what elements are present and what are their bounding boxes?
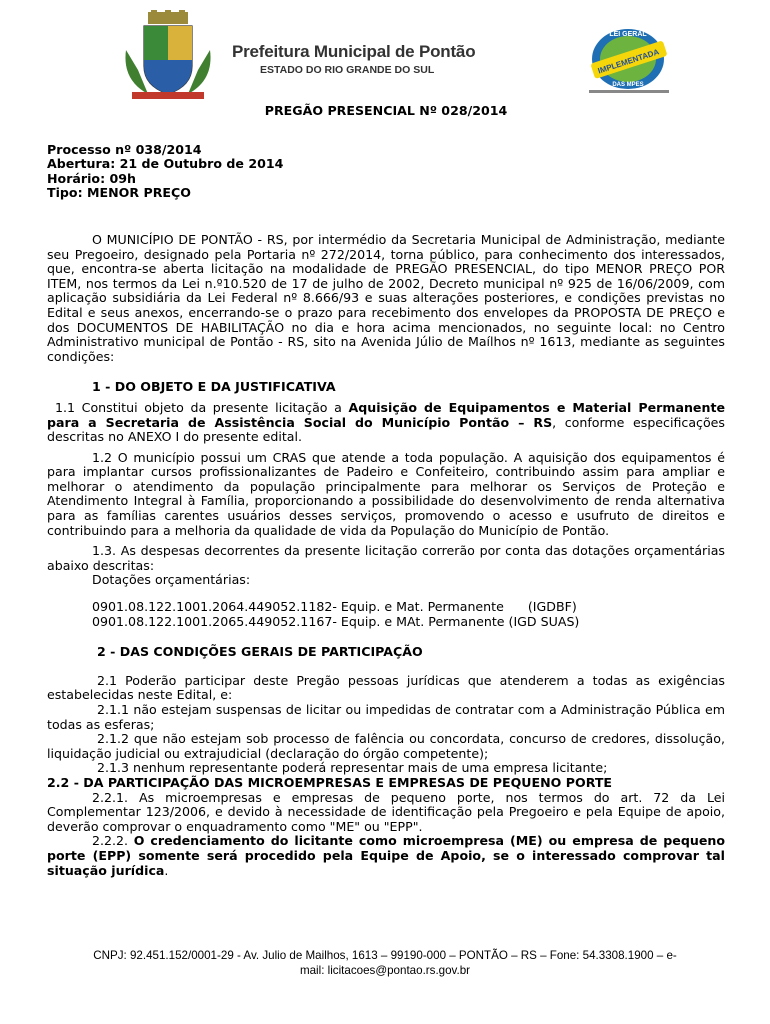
lei-geral-badge-icon: [583, 26, 683, 96]
organization-name: Prefeitura Municipal de Pontão: [232, 42, 476, 61]
clause-2-2-2: [47, 834, 725, 878]
document-title: PREGÃO PRESENCIAL Nº 028/2014: [264, 103, 508, 118]
clause-1-1: [47, 401, 725, 445]
clause-1-3: 1.3. As despesas decorrentes da presente licitação correrão por conta das dotações orçamentárias abaixo descritas:: [47, 543, 725, 573]
clause-2-1: 2.1 Poderão participar deste Pregão pessoas jurídicas que atenderem a todas as exigências estabelecidas neste Edital, e:: [47, 672, 725, 703]
letterhead: [0, 0, 770, 100]
clause-2-2-2-post: .: [164, 862, 169, 878]
clause-1-1-object: Aquisição de Equipamentos e Material Permanente para a Secretaria de Assistência Social do Município Pontão – RS: [47, 399, 726, 430]
dotacoes-label: Dotações orçamentárias:: [92, 572, 251, 588]
clause-2-2-1: 2.2.1. As microempresas e empresas de pequeno porte, nos termos do art. 72 da Lei Complementar 123/2006, e devido à necessidade de identificação pela Pregoeiro e pela Equipe de apoio, deverão comprovar o enquadramento como "ME" ou "EPP".: [47, 789, 725, 834]
badge-bottom-text: DAS MPES: [612, 82, 644, 88]
badge-main-text: IMPLEMENTADA: [596, 47, 661, 76]
dotacao-line-1: 0901.08.122.1001.2064.449052.1182- Equip. e Mat. Permanente (IGDBF): [92, 599, 577, 615]
clause-2-2-2-bold: O credenciamento do licitante como microempresa (ME) ou empresa de pequeno porte (EPP) somente será procedido pela Equipe de Apoio, se o interessado comprovar tal situação jurídica: [47, 833, 725, 878]
clause-1-1-post: , conforme especificações descritas no ANEXO I do presente edital.: [47, 414, 725, 445]
clause-2-1-3: 2.1.3 nenhum representante poderá representar mais de uma empresa licitante;: [97, 760, 608, 776]
coat-of-arms-icon: [118, 10, 218, 100]
document-body: [47, 104, 725, 878]
badge-top-text: LEI GERAL: [609, 31, 647, 38]
footer-line-1: CNPJ: 92.451.152/0001-29 - Av. Julio de Mailhos, 1613 – 99190-000 – PONTÃO – RS – Fone: 54.3308.1900 – e-: [93, 949, 677, 962]
page-footer: [60, 948, 710, 978]
clause-2-1-2: 2.1.2 que não estejam sob processo de falência ou concordata, concurso de credores, dissolução, liquidação judicial ou extrajudicial (declaração do órgão competente);: [47, 731, 725, 761]
tipo-line: Tipo: MENOR PREÇO: [47, 185, 191, 201]
processo-line: Processo nº 038/2014: [47, 141, 202, 157]
dotacao-line-2: 0901.08.122.1001.2065.449052.1167- Equip. e MAt. Permanente (IGD SUAS): [92, 613, 580, 629]
clause-1-1-pre: 1.1 Constitui objeto da presente licitação a: [55, 399, 349, 415]
footer-line-2: mail: licitacoes@pontao.rs.gov.br: [299, 964, 471, 977]
section-2-2-title: 2.2 - DA PARTICIPAÇÃO DAS MICROEMPRESAS E EMPRESAS DE PEQUENO PORTE: [47, 774, 613, 790]
clause-1-2: 1.2 O município possui um CRAS que atende a toda população. A aquisição dos equipamentos é para implantar cursos profissionalizantes de Padeiro e Confeiteiro, contribuindo assim para ampliar e melhorar o atendimento da população principalmente para melhorar os Serviços de Proteção e Atendimento Integral à Família, proporcionando a possibilidade do desenvolvimento de renda alternativa para as famílias carentes usuários desses serviços, promovendo o acesso e usufruto de direitos e contribuindo para a melhoria da qualidade de vida da População do Município de Pontão.: [47, 449, 725, 538]
horario-line: Horário: 09h: [47, 170, 136, 186]
section-1-title: 1 - DO OBJETO E DA JUSTIFICATIVA: [92, 379, 336, 395]
section-2-title: 2 - DAS CONDIÇÕES GERAIS DE PARTICIPAÇÃO: [97, 644, 423, 660]
abertura-line: Abertura: 21 de Outubro de 2014: [47, 156, 284, 172]
clause-2-2-2-pre: 2.2.2.: [92, 833, 134, 849]
intro-paragraph: O MUNICÍPIO DE PONTÃO - RS, por intermédio da Secretaria Municipal de Administração, mediante seu Pregoeiro, designado pela Portaria nº 272/2014, torna público, para conhecimento dos interessados, que, encontra-se aberta licitação na modalidade de PREGÃO PRESENCIAL, do tipo MENOR PREÇO POR ITEM, nos termos da Lei n.º10.520 de 17 de julho de 2002, Decreto municipal nº 925 de 16/06/2009, com aplicação subsidiária da Lei Federal nº 8.666/93 e suas alterações posteriores, e condições previstas no Edital e seus anexos, encerrando-se o prazo para recebimento dos envelopes da PROPOSTA DE PREÇO e dos DOCUMENTOS DE HABILITAÇÃO no dia e hora acima mencionados, no seguinte local: no Centro Administrativo municipal de Pontão - RS, sito na Avenida Júlio de Maílhos nº 1613, mediante as seguintes condições:: [47, 231, 725, 364]
state-name: ESTADO DO RIO GRANDE DO SUL: [260, 64, 435, 76]
clause-2-1-1: 2.1.1 não estejam suspensas de licitar ou impedidas de contratar com a Administração Pública em todas as esferas;: [47, 702, 725, 732]
